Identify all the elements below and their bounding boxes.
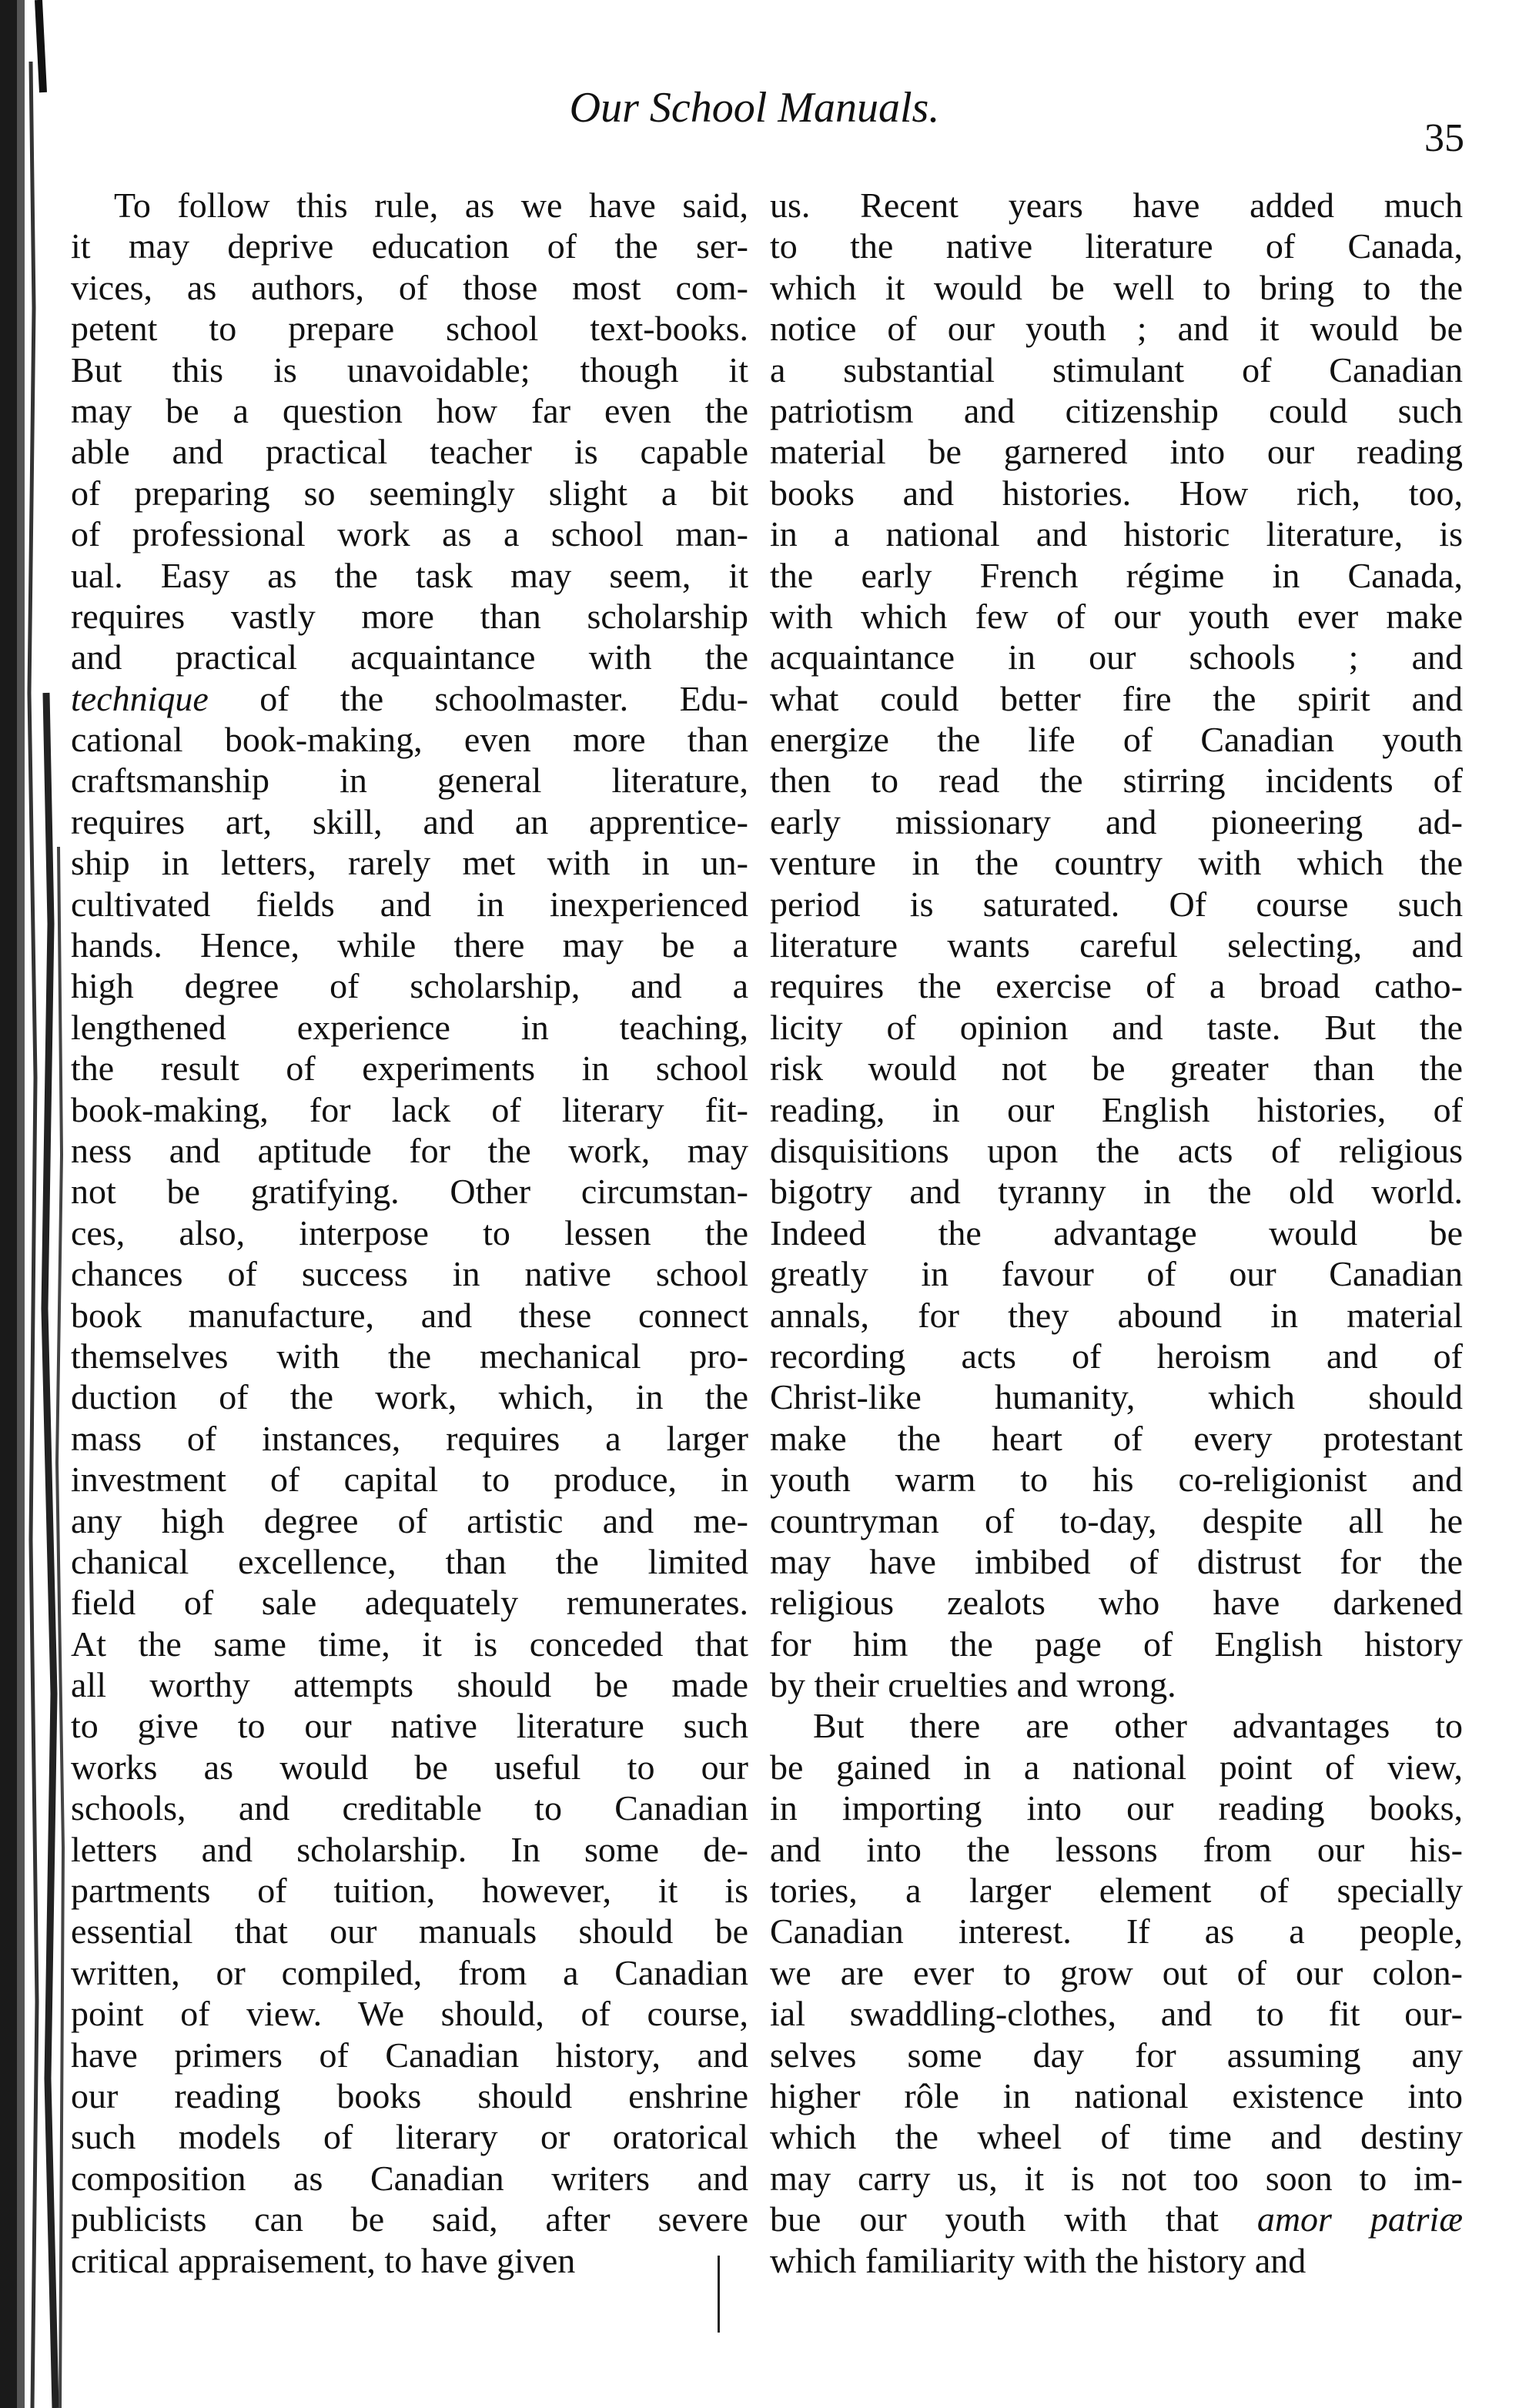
text-line: may carry us, it is not too soon to im- (770, 2158, 1463, 2198)
text-line: high degree of scholarship, and a (71, 966, 748, 1006)
text-line: make the heart of every protestant (770, 1418, 1463, 1458)
text-line: a substantial stimulant of Canadian (770, 349, 1463, 390)
text-line: Indeed the advantage would be (770, 1212, 1463, 1252)
text-line: any high degree of artistic and me- (71, 1500, 748, 1540)
text-line: But this is unavoidable; though it (71, 349, 748, 390)
text-line: petent to prepare school text-books. (71, 309, 748, 349)
text-line: youth warm to his co-religionist and (770, 1460, 1463, 1500)
text-line: of preparing so seemingly slight a bit (71, 473, 748, 513)
text-line: bigotry and tyranny in the old world. (770, 1172, 1463, 1212)
text-line: be gained in a national point of view, (770, 1747, 1463, 1787)
text-line: may have imbibed of distrust for the (770, 1541, 1463, 1581)
text-line: requires art, skill, and an apprentice- (71, 801, 748, 841)
text-line: the result of experiments in school (71, 1048, 748, 1089)
text-line: in importing into our reading books, (770, 1788, 1463, 1828)
text-line: notice of our youth ; and it would be (770, 309, 1463, 349)
text-line: recording acts of heroism and of (770, 1336, 1463, 1376)
text-line: Christ-like humanity, which should (770, 1377, 1463, 1417)
text-line: patriotism and citizenship could such (770, 390, 1463, 430)
text-line: countryman of to-day, despite all he (770, 1500, 1463, 1540)
text-line: in a national and historic literature, is (770, 514, 1463, 554)
text-line: ual. Easy as the task may seem, it (71, 555, 748, 595)
text-line: it may deprive education of the ser- (71, 226, 748, 266)
text-line: then to read the stirring incidents of (770, 761, 1463, 801)
text-line: bue our youth with that amor patriæ (770, 2199, 1463, 2239)
text-line: to give to our native literature such (71, 1706, 748, 1746)
page-binding-edge (0, 0, 69, 2408)
text-line: tories, a larger element of specially (770, 1871, 1463, 1911)
text-line: requires vastly more than scholarship (71, 596, 748, 636)
text-line: such models of literary or oratorical (71, 2117, 748, 2157)
text-line: partments of tuition, however, it is (71, 1871, 748, 1911)
text-line: works as would be useful to our (71, 1747, 748, 1787)
left-text-column (71, 185, 748, 2281)
text-line: and into the lessons from our his- (770, 1829, 1463, 1869)
text-line: we are ever to grow out of our colon- (770, 1952, 1463, 1992)
text-line: mass of instances, requires a larger (71, 1418, 748, 1458)
text-line: energize the life of Canadian youth (770, 720, 1463, 760)
text-line: material be garnered into our reading (770, 432, 1463, 472)
text-line: themselves with the mechanical pro- (71, 1336, 748, 1376)
text-line: reading, in our English histories, of (770, 1089, 1463, 1129)
text-line: hands. Hence, while there may be a (71, 925, 748, 965)
text-line: technique of the schoolmaster. Edu- (71, 678, 748, 718)
text-line: greatly in favour of our Canadian (770, 1254, 1463, 1294)
text-line: requires the exercise of a broad catho- (770, 966, 1463, 1006)
text-line: written, or compiled, from a Canadian (71, 1952, 748, 1992)
text-line: period is saturated. Of course such (770, 884, 1463, 924)
text-line: duction of the work, which, in the (71, 1377, 748, 1417)
text-line: what could better fire the spirit and (770, 678, 1463, 718)
text-line: But there are other advantages to (813, 1706, 1463, 1746)
text-line: all worthy attempts should be made (71, 1665, 748, 1705)
text-line: books and histories. How rich, too, (770, 473, 1463, 513)
text-line: cultivated fields and in inexperienced (71, 884, 748, 924)
text-line: ces, also, interpose to lessen the (71, 1212, 748, 1252)
text-line: have primers of Canadian history, and (71, 2035, 748, 2075)
text-line: annals, for they abound in material (770, 1295, 1463, 1335)
text-line: critical appraisement, to have given (71, 2240, 576, 2280)
text-line: religious zealots who have darkened (770, 1583, 1463, 1623)
text-line: with which few of our youth ever make (770, 596, 1463, 636)
text-line: essential that our manuals should be (71, 1911, 748, 1951)
text-line: vices, as authors, of those most com- (71, 267, 748, 307)
text-line: field of sale adequately remunerates. (71, 1583, 748, 1623)
text-line: by their cruelties and wrong. (770, 1665, 1176, 1705)
text-line: Canadian interest. If as a people, (770, 1911, 1463, 1951)
text-line: for him the page of English history (770, 1624, 1463, 1664)
text-line: ship in letters, rarely met with in un- (71, 843, 748, 883)
text-line: craftsmanship in general literature, (71, 761, 748, 801)
text-line: and practical acquaintance with the (71, 637, 748, 677)
text-line: which familiarity with the history and (770, 2240, 1307, 2280)
text-line: risk would not be greater than the (770, 1048, 1463, 1089)
right-text-column (770, 185, 1463, 2281)
text-line: may be a question how far even the (71, 390, 748, 430)
text-line: lengthened experience in teaching, (71, 1007, 748, 1047)
text-line: which it would be well to bring to the (770, 267, 1463, 307)
text-line: able and practical teacher is capable (71, 432, 748, 472)
text-line: not be gratifying. Other circumstan- (71, 1172, 748, 1212)
text-line: schools, and creditable to Canadian (71, 1788, 748, 1828)
text-line: book-making, for lack of literary fit- (71, 1089, 748, 1129)
text-line: investment of capital to produce, in (71, 1460, 748, 1500)
running-head: Our School Manuals. (569, 84, 940, 132)
text-line: ness and aptitude for the work, may (71, 1130, 748, 1170)
text-line: book manufacture, and these connect (71, 1295, 748, 1335)
text-line: higher rôle in national existence into (770, 2075, 1463, 2115)
text-line: point of view. We should, of course, (71, 1994, 748, 2034)
text-line: letters and scholarship. In some de- (71, 1829, 748, 1869)
text-line: which the wheel of time and destiny (770, 2117, 1463, 2157)
text-line: early missionary and pioneering ad- (770, 801, 1463, 841)
text-line: venture in the country with which the (770, 843, 1463, 883)
text-line: publicists can be said, after severe (71, 2199, 748, 2239)
text-line: To follow this rule, as we have said, (114, 186, 748, 225)
text-line: chanical excellence, than the limited (71, 1541, 748, 1581)
text-line: chances of success in native school (71, 1254, 748, 1294)
text-line: acquaintance in our schools ; and (770, 637, 1463, 677)
page-number: 35 (1424, 116, 1464, 160)
text-line: licity of opinion and taste. But the (770, 1007, 1463, 1047)
text-line: disquisitions upon the acts of religious (770, 1130, 1463, 1170)
text-line: us. Recent years have added much (770, 186, 1463, 225)
text-line: cational book-making, even more than (71, 720, 748, 760)
text-line: literature wants careful selecting, and (770, 925, 1463, 965)
text-line: to the native literature of Canada, (770, 226, 1463, 266)
column-divider-mark (718, 2256, 720, 2333)
text-line: At the same time, it is conceded that (71, 1624, 748, 1664)
text-line: the early French régime in Canada, (770, 555, 1463, 595)
text-line: our reading books should enshrine (71, 2075, 748, 2115)
text-line: selves some day for assuming any (770, 2035, 1463, 2075)
text-line: of professional work as a school man- (71, 514, 748, 554)
text-line: ial swaddling-clothes, and to fit our- (770, 1994, 1463, 2034)
text-line: composition as Canadian writers and (71, 2158, 748, 2198)
